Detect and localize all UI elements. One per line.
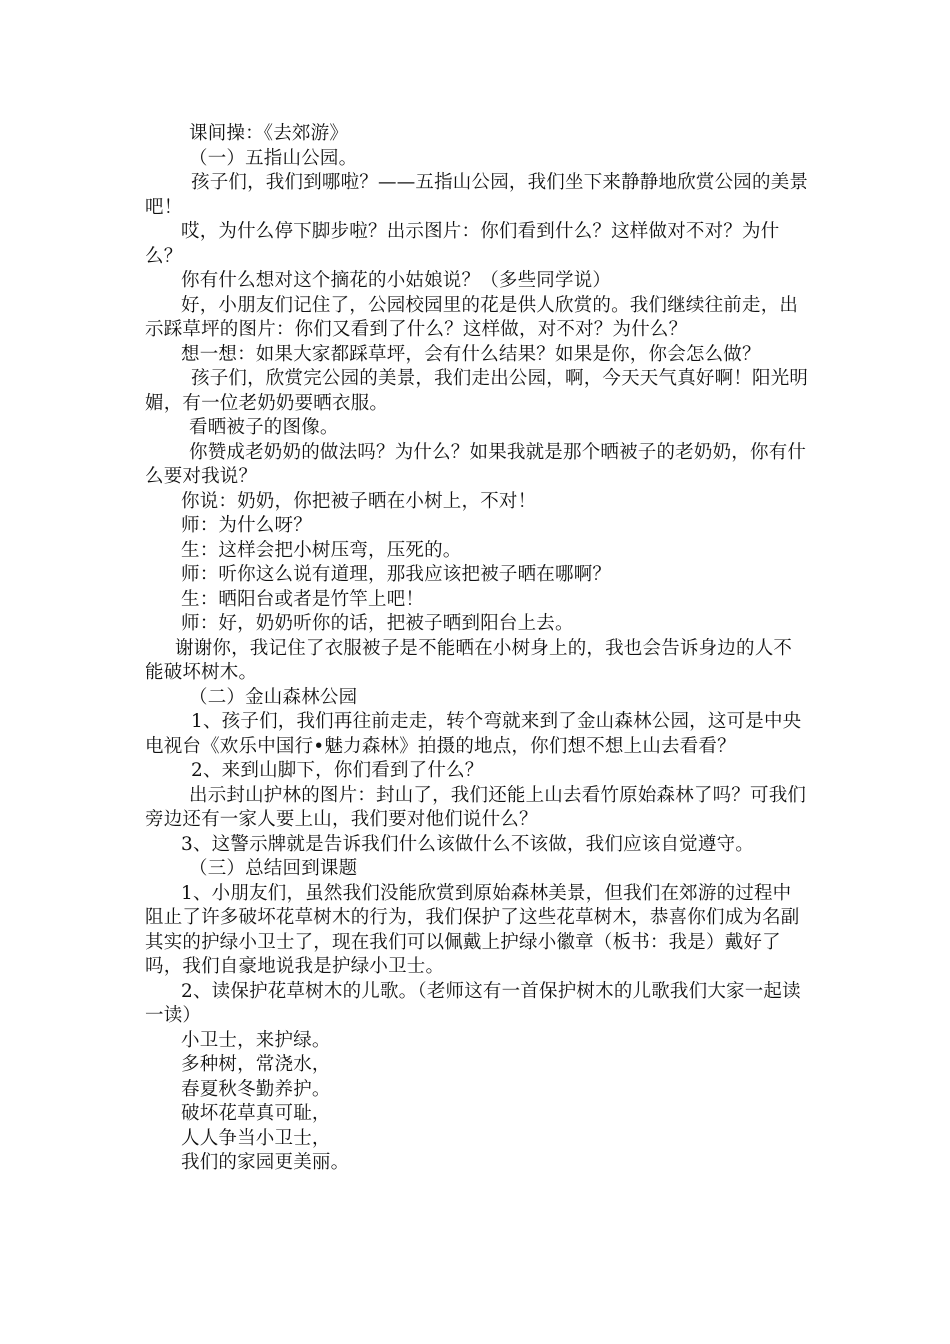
paragraph: 孩子们，欣赏完公园的美景，我们走出公园，啊，今天天气真好啊！阳光明媚，有一位老奶奶要晒衣服。 [145, 368, 809, 414]
paragraph: 生：这样会把小树压弯，压死的。 [181, 539, 462, 561]
paragraph: 你说：奶奶，你把被子晒在小树上，不对！ [181, 490, 537, 512]
paragraph: 孩子们，我们到哪啦？——五指山公园，我们坐下来静静地欣赏公园的美景吧！ [145, 172, 809, 218]
poem-line: 破坏花草真可耻， [181, 1103, 331, 1124]
section-heading: （二）金山森林公园 [189, 686, 358, 708]
paragraph: 2、来到山脚下，你们看到了什么？ [191, 760, 484, 781]
poem-line: 春夏秋冬勤养护。 [181, 1078, 331, 1100]
paragraph: 生：晒阳台或者是竹竿上吧！ [181, 588, 425, 610]
poem-line: 我们的家园更美丽。 [181, 1152, 350, 1173]
poem-line: 人人争当小卫士， [181, 1127, 331, 1149]
paragraph: 哎，为什么停下脚步啦？出示图片：你们看到什么？这样做对不对？为什么？ [145, 221, 780, 267]
paragraph: 3、这警示牌就是告诉我们什么该做什么不该做，我们应该自觉遵守。 [181, 833, 754, 855]
paragraph: 你有什么想对这个摘花的小姑娘说？（多些同学说） [181, 270, 612, 291]
paragraph: 好，小朋友们记住了，公园校园里的花是供人欣赏的。我们继续往前走，出示踩草坪的图片：你们又看到了什么？这样做，对不对？为什么？ [145, 294, 799, 340]
paragraph: 谢谢你，我记住了衣服被子是不能晒在小树身上的，我也会告诉身边的人不能破坏树木。 [145, 637, 793, 683]
paragraph: 1、小朋友们，虽然我们没能欣赏到原始森林美景，但我们在郊游的过程中阻止了许多破坏花草树木的行为，我们保护了这些花草树木，恭喜你们成为名副其实的护绿小卫士了，现在我们可以佩戴上护绿小徽章（板书：我是）戴好了吗，我们自豪地说我是护绿小卫士。 [145, 882, 800, 977]
paragraph: 师：好，奶奶听你的话，把被子晒到阳台上去。 [181, 613, 574, 634]
paragraph: 想一想：如果大家都踩草坪，会有什么结果？如果是你，你会怎么做？ [181, 343, 761, 365]
paragraph: 师：听你这么说有道理，那我应该把被子晒在哪啊？ [181, 564, 612, 585]
section-heading: （三）总结回到课题 [189, 858, 358, 879]
paragraph: 课间操：《去郊游》 [189, 123, 349, 144]
document-body [145, 122, 810, 1176]
paragraph: 师：为什么呀？ [181, 515, 312, 536]
poem-line: 小卫士，来护绿。 [181, 1029, 331, 1051]
poem-line: 多种树，常浇水， [181, 1054, 331, 1075]
section-heading: （一）五指山公园。 [189, 147, 358, 169]
paragraph: 看晒被子的图像。 [189, 417, 339, 438]
paragraph: 2、读保护花草树木的儿歌。（老师这有一首保护树木的儿歌我们大家一起读一读） [145, 980, 801, 1026]
paragraph: 你赞成老奶奶的做法吗？为什么？如果我就是那个晒被子的老奶奶，你有什么要对我说？ [145, 441, 807, 487]
paragraph: 出示封山护林的图片：封山了，我们还能上山去看竹原始森林了吗？可我们旁边还有一家人要上山，我们要对他们说什么？ [145, 784, 807, 830]
paragraph: 1、孩子们，我们再往前走走，转个弯就来到了金山森林公园，这可是中央电视台《欢乐中国行•魅力森林》拍摄的地点，你们想不想上山去看看？ [145, 711, 802, 757]
